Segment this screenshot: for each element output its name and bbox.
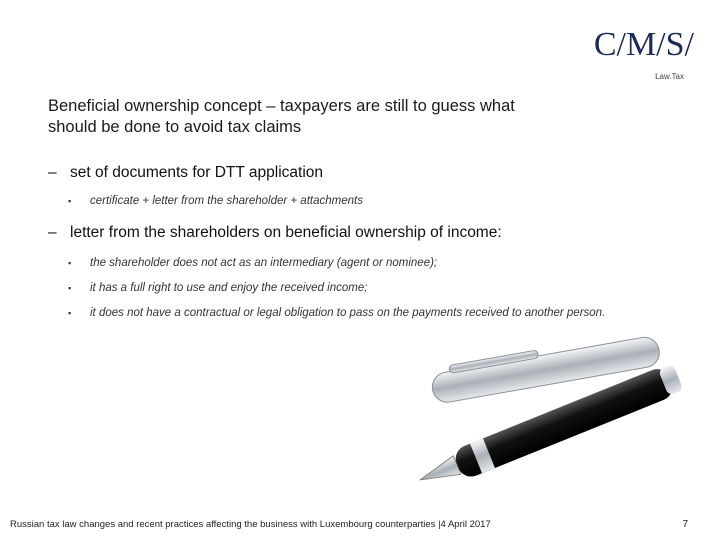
bullet-icon: ▪ [68,258,72,268]
section-heading-text: set of documents for DTT application [70,164,324,181]
bullet-icon: ▪ [68,196,72,206]
list-item [68,194,678,209]
fountain-pen-image [380,330,700,510]
footer-text: Russian tax law changes and recent practices affecting the business with Luxembourg counterparties |4 April 2017 [10,519,491,530]
section-heading-letter [48,224,502,242]
dash-marker: – [48,164,57,181]
list-item [68,281,678,296]
section-heading-documents [48,164,323,182]
list-item-text: certificate + letter from the shareholder + attachments [90,195,363,207]
list-item-text: the shareholder does not act as an intermediary (agent or nominee); [90,257,438,269]
cms-logo [584,28,694,81]
logo-mark: C/M/S/ [593,26,694,63]
logo-subtitle: Law.Tax [655,72,684,81]
bullet-icon: ▪ [68,283,72,293]
bullet-icon: ▪ [68,308,72,318]
list-item [68,306,678,321]
list-item-text: it has a full right to use and enjoy the received income; [90,282,368,294]
list-item [68,256,678,271]
section-heading-text: letter from the shareholders on beneficial ownership of income: [70,224,502,241]
list-item-text: it does not have a contractual or legal obligation to pass on the payments received to another person. [90,307,606,319]
dash-marker: – [48,224,57,241]
page-number: 7 [682,519,688,530]
slide-title: Beneficial ownership concept – taxpayers are still to guess what should be done to avoid tax claims [48,97,515,136]
